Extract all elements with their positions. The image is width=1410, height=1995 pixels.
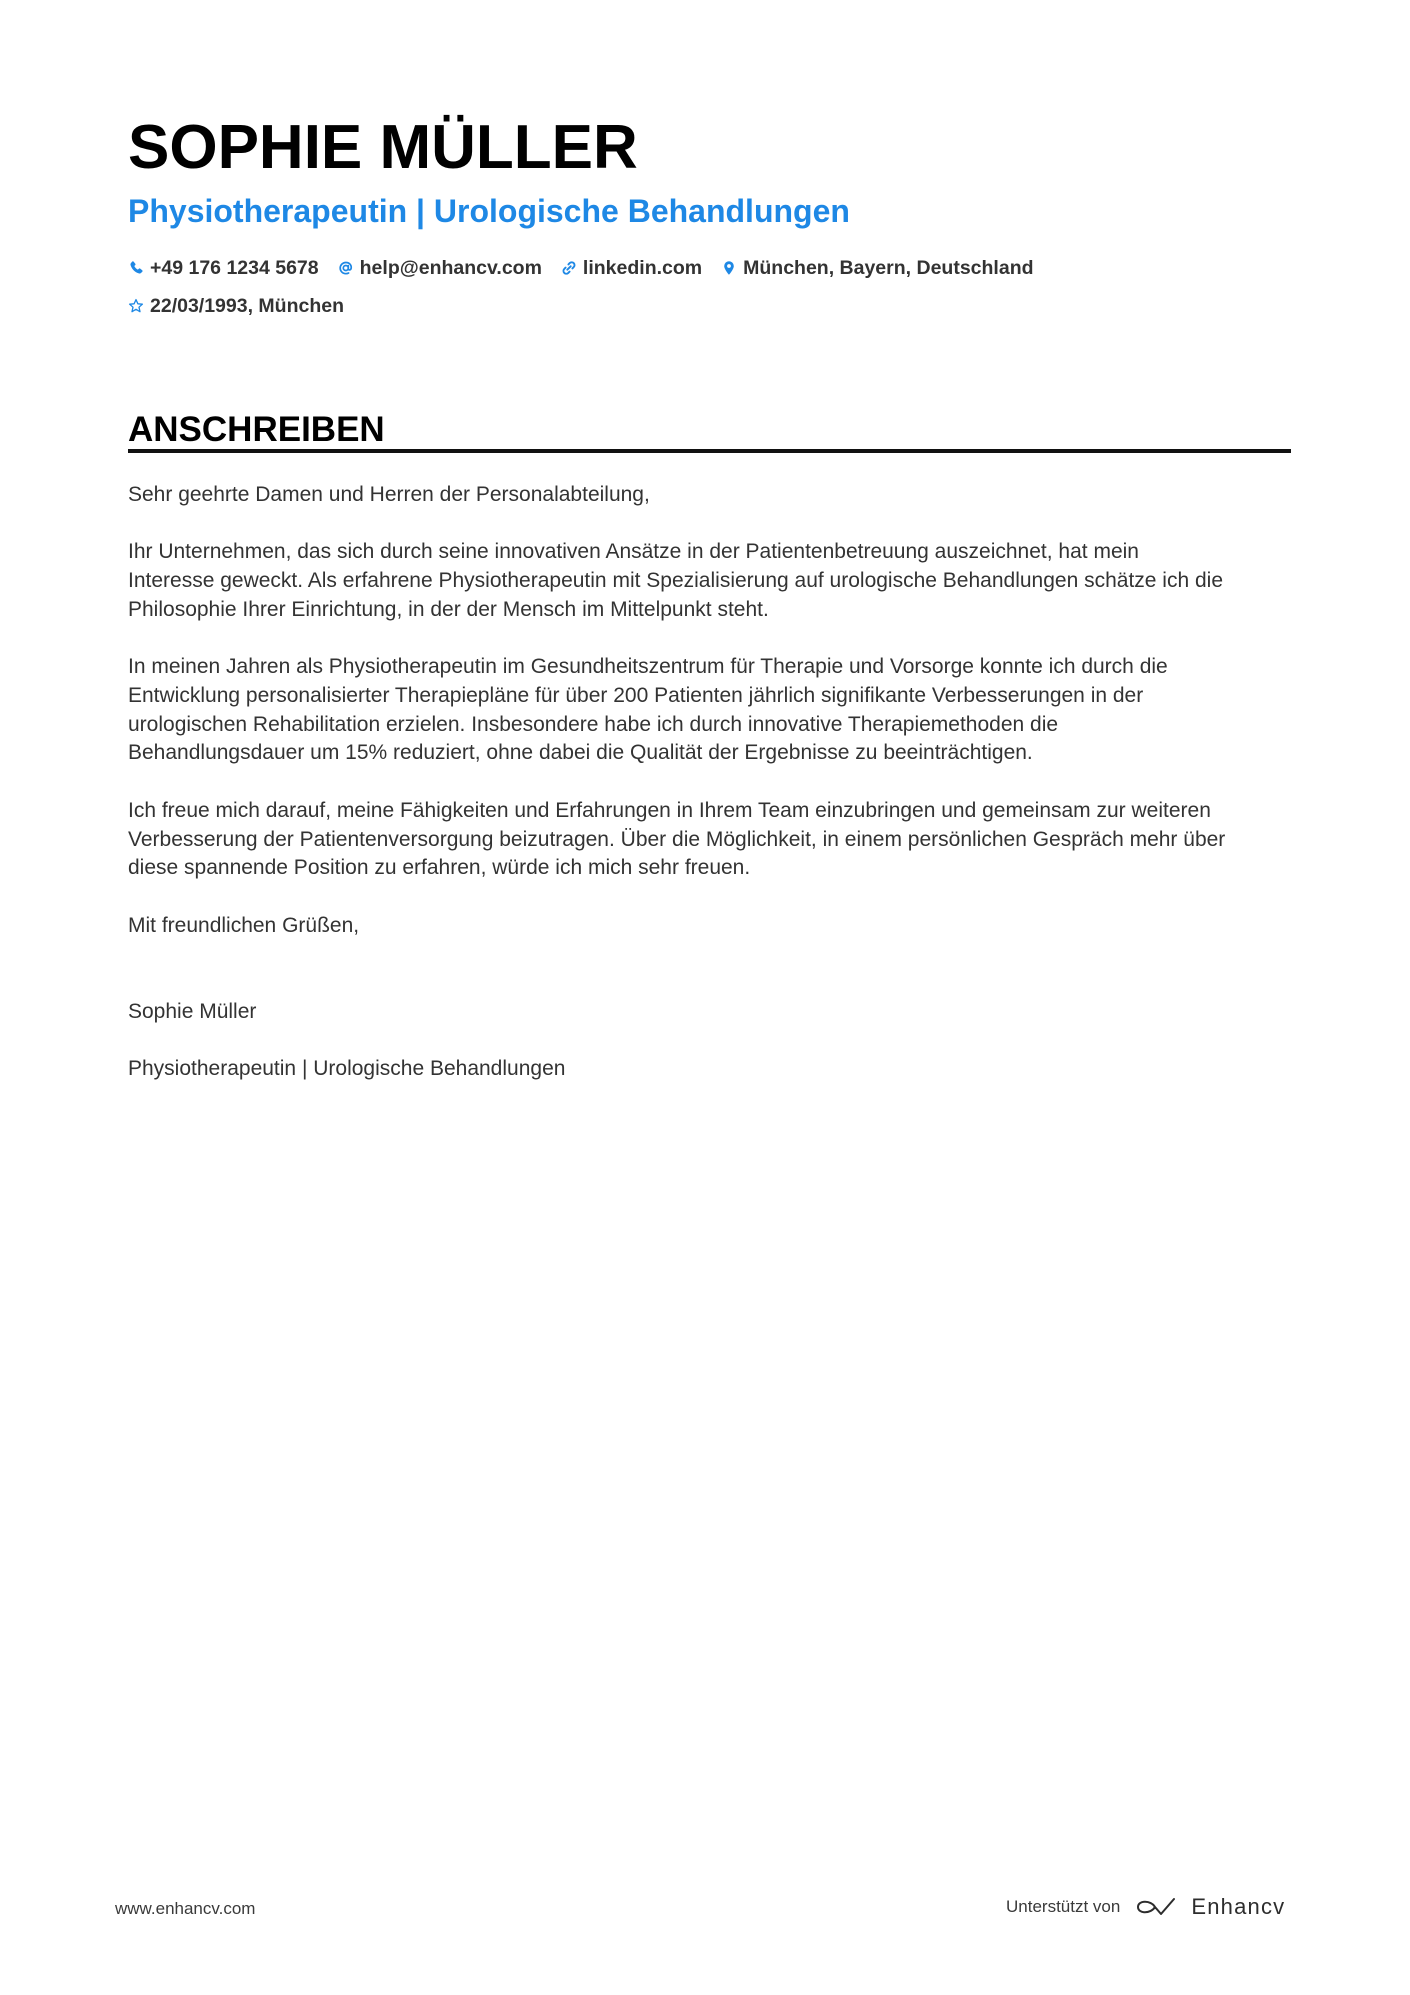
contact-birth-date-text: 22/03/1993, München [150, 295, 345, 317]
paragraph-line: Ihr Unternehmen, das sich durch seine innovativen Ansätze in der Patientenbetreuung auszeichnet, hat mein [128, 540, 1139, 564]
contact-location [721, 256, 1033, 280]
closing: Mit freundlichen Grüßen, [128, 913, 360, 937]
contact-location-text: München, Bayern, Deutschland [743, 257, 1034, 279]
letter-paragraph [128, 653, 1291, 768]
enhancv-logo-text: Enhancv [1191, 1894, 1286, 1919]
footer-website-link[interactable]: www.enhancv.com [115, 1899, 256, 1918]
contact-email-text[interactable]: help@enhancv.com [359, 257, 542, 279]
section-divider [128, 449, 1291, 453]
letter-body [128, 481, 1291, 1084]
letter-paragraph [128, 797, 1291, 883]
contact-email[interactable] [338, 256, 542, 280]
signature-name: Sophie Müller [128, 999, 257, 1023]
letter-paragraph [128, 538, 1291, 624]
link-icon [561, 260, 577, 276]
section-heading: ANSCHREIBEN [128, 410, 385, 449]
paragraph-line: Entwicklung personalisierter Therapiepläne für über 200 Patienten jährlich signifikante Verbesserungen in der [128, 684, 1144, 708]
enhancv-logo-icon [1133, 1896, 1179, 1918]
paragraph-line: Philosophie Ihrer Einrichtung, in der der Mensch im Mittelpunkt steht. [128, 597, 769, 621]
contact-phone-text: +49 176 1234 5678 [150, 257, 319, 279]
candidate-title: Physiotherapeutin | Urologische Behandlungen [128, 193, 850, 229]
location-pin-icon [721, 260, 737, 276]
salutation: Sehr geehrte Damen und Herren der Personalabteilung, [128, 483, 650, 506]
paragraph-line: Behandlungsdauer um 15% reduziert, ohne dabei die Qualität der Ergebnisse zu beeinträchtigen. [128, 741, 1033, 765]
powered-by-label: Unterstützt von [1006, 1897, 1121, 1916]
paragraph-line: Ich freue mich darauf, meine Fähigkeiten und Erfahrungen in Ihrem Team einzubringen und gemeinsam zur weiteren [128, 798, 1211, 822]
footer-branding[interactable] [1006, 1894, 1285, 1920]
paragraph-line: diese spannende Position zu erfahren, würde ich mich sehr freuen. [128, 856, 751, 880]
at-icon [338, 260, 354, 276]
paragraph-line: In meinen Jahren als Physiotherapeutin im Gesundheitszentrum für Therapie und Vorsorge konnte ich durch die [128, 655, 1168, 679]
contact-row [128, 256, 1053, 280]
paragraph-line: Interesse geweckt. Als erfahrene Physiotherapeutin mit Spezialisierung auf urologische Behandlungen schätze ich die [128, 569, 1223, 593]
contact-row [128, 294, 363, 318]
contact-birth-date [128, 294, 344, 318]
signature-title: Physiotherapeutin | Urologische Behandlungen [128, 1057, 566, 1081]
contact-linkedin-text[interactable]: linkedin.com [582, 257, 703, 279]
contact-phone [128, 256, 319, 280]
paragraph-line: Verbesserung der Patientenversorgung beizutragen. Über die Möglichkeit, in einem persönlichen Gespräch mehr über [128, 827, 1226, 851]
phone-icon [128, 260, 144, 276]
star-icon [128, 298, 144, 314]
candidate-name: SOPHIE MÜLLER [128, 113, 638, 182]
contact-linkedin[interactable] [561, 256, 702, 280]
paragraph-line: urologischen Rehabilitation erzielen. Insbesondere habe ich durch innovative Therapiemethoden die [128, 712, 1059, 736]
